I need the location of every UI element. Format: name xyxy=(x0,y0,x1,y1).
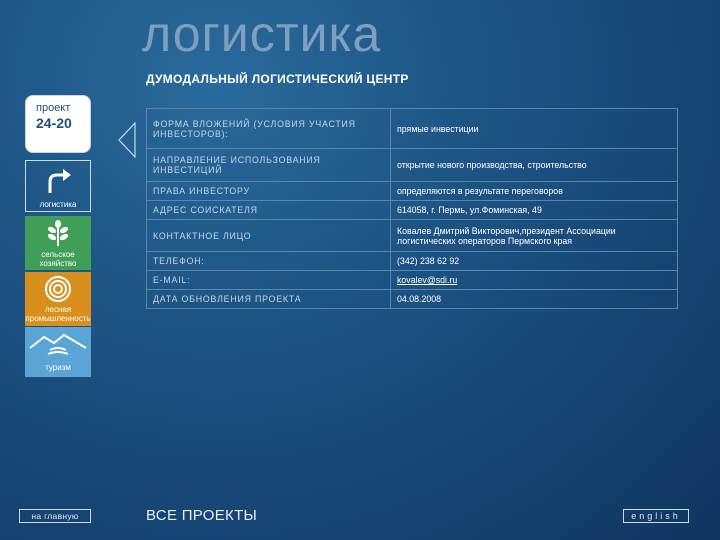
category-tourism[interactable] xyxy=(25,327,91,377)
row-key: E-MAIL: xyxy=(147,271,391,290)
table-row xyxy=(147,220,678,252)
row-value: (342) 238 62 92 xyxy=(391,252,678,271)
project-badge xyxy=(25,95,91,153)
pointer-arrow-icon xyxy=(118,122,136,158)
table-row xyxy=(147,201,678,220)
category-label: логистика xyxy=(39,200,77,209)
project-info-table xyxy=(146,108,678,309)
tree-rings-icon xyxy=(44,275,72,303)
category-logistics[interactable] xyxy=(25,160,91,212)
page-title: логистика xyxy=(142,6,382,62)
row-value: открытие нового производства, строительство xyxy=(391,149,678,182)
table-row xyxy=(147,290,678,309)
table-row xyxy=(147,149,678,182)
row-value: 04.08.2008 xyxy=(391,290,678,309)
table-row xyxy=(147,252,678,271)
table-row xyxy=(147,182,678,201)
row-key: ТЕЛЕФОН: xyxy=(147,252,391,271)
all-projects-link[interactable]: ВСЕ ПРОЕКТЫ xyxy=(146,507,258,524)
row-value: 614058, г. Пермь, ул.Фоминская, 49 xyxy=(391,201,678,220)
category-forestry[interactable] xyxy=(25,272,91,326)
project-subtitle: ДУМОДАЛЬНЫЙ ЛОГИСТИЧЕСКИЙ ЦЕНТР xyxy=(146,72,409,86)
mountains-icon xyxy=(28,330,88,360)
english-button[interactable]: english xyxy=(623,509,689,523)
category-label: лесная промышленность xyxy=(25,305,91,323)
row-key: ДАТА ОБНОВЛЕНИЯ ПРОЕКТА xyxy=(147,290,391,309)
arrow-turn-icon xyxy=(42,164,74,196)
row-value: Ковалев Дмитрий Викторович,президент Ассоциации логистических операторов Пермского края xyxy=(391,220,678,252)
row-value: прямые инвестиции xyxy=(391,109,678,149)
home-button[interactable]: на главную xyxy=(19,509,91,523)
row-key: ФОРМА ВЛОЖЕНИЙ (УСЛОВИЯ УЧАСТИЯ ИНВЕСТОРОВ): xyxy=(147,109,391,149)
category-label: туризм xyxy=(45,363,71,372)
plant-icon xyxy=(44,219,72,247)
category-label: сельское хозяйство xyxy=(39,250,77,268)
project-number: 24-20 xyxy=(36,115,72,131)
row-value: определяются в результате переговоров xyxy=(391,182,678,201)
table-row xyxy=(147,271,678,290)
row-key: ПРАВА ИНВЕСТОРУ xyxy=(147,182,391,201)
table-row xyxy=(147,109,678,149)
project-label: проект xyxy=(36,102,71,114)
row-key: КОНТАКТНОЕ ЛИЦО xyxy=(147,220,391,252)
email-link[interactable]: kovalev@sdi.ru xyxy=(397,275,458,285)
row-key: АДРЕС СОИСКАТЕЛЯ xyxy=(147,201,391,220)
category-agriculture[interactable] xyxy=(25,216,91,270)
row-key: НАПРАВЛЕНИЕ ИСПОЛЬЗОВАНИЯ ИНВЕСТИЦИЙ xyxy=(147,149,391,182)
